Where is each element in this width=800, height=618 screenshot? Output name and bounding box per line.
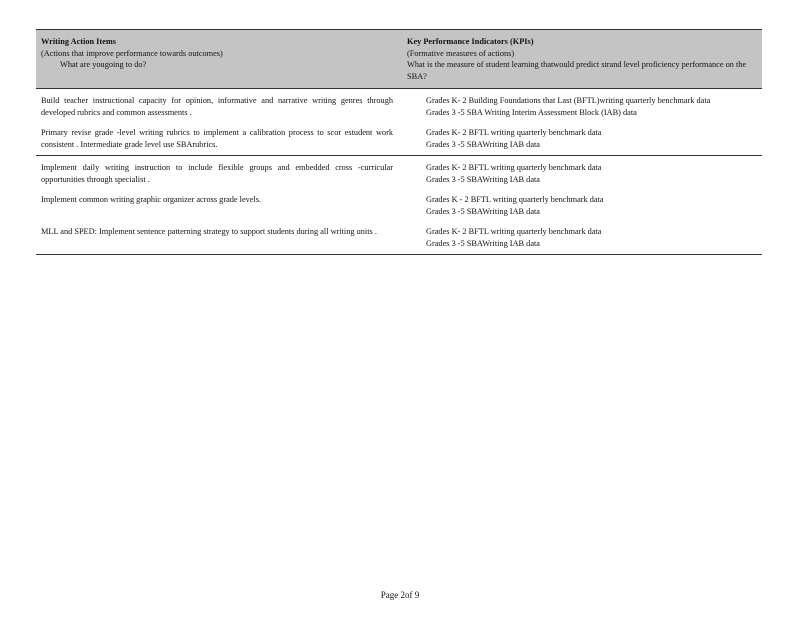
kpi-item <box>407 95 752 107</box>
table-body <box>36 89 762 255</box>
header-actions <box>41 36 396 71</box>
kpi-text: Grades 3 -5 SBA Writing Interim Assessment Block (IAB) data <box>426 107 637 117</box>
kpi-text: Grades 3 -5 SBAWriting IAB data <box>426 139 540 149</box>
kpi-item <box>407 107 752 119</box>
kpi-item <box>407 226 752 238</box>
table-row <box>36 226 762 250</box>
kpi-item <box>407 139 752 151</box>
table-row <box>36 95 762 119</box>
header-actions-title: Writing Action Items <box>41 37 116 46</box>
table-row <box>36 162 762 186</box>
kpi-text: Grades 3 -5 SBAWriting IAB data <box>426 174 540 184</box>
row-group <box>36 89 762 156</box>
row-group <box>36 156 762 255</box>
kpi-item <box>407 162 752 174</box>
action-kpi-table <box>36 29 762 255</box>
header-kpis-title: Key Performance Indicators (KPIs) <box>407 37 534 46</box>
header-actions-question-line <box>41 59 396 71</box>
table-header <box>36 30 762 89</box>
kpi-list <box>407 127 752 150</box>
kpi-text: Grades 3 -5 SBAWriting IAB data <box>426 206 540 216</box>
action-item: MLL and SPED: Implement sentence patterning strategy to support students during all writing units . <box>41 227 377 236</box>
table-row <box>36 127 762 151</box>
page-number: Page 2of 9 <box>380 590 420 600</box>
kpi-list <box>407 162 752 185</box>
kpi-text: Grades K - 2 BFTL writing quarterly benchmark data <box>426 195 604 204</box>
kpi-list <box>407 95 752 118</box>
header-kpis-subtitle: (Formative measures of actions) <box>407 48 515 58</box>
kpi-list <box>407 226 752 249</box>
kpi-text: Grades K- 2 BFTL writing quarterly benchmark data <box>426 128 602 137</box>
kpi-item <box>407 206 752 218</box>
action-item: Implement daily writing instruction to include flexible groups and embedded cross -curricular opportunities through specialist . <box>41 163 393 184</box>
header-kpis-question: What is the measure of student learning thatwould predict strand level proficiency performance on the SBA? <box>407 60 747 81</box>
header-kpis <box>407 36 752 82</box>
kpi-item <box>407 127 752 139</box>
kpi-item <box>407 238 752 250</box>
table-row <box>36 194 762 218</box>
kpi-item <box>407 194 752 206</box>
header-actions-question: What are yougoing to do? <box>60 60 147 70</box>
kpi-list <box>407 194 752 217</box>
header-actions-subtitle: (Actions that improve performance towards outcomes) <box>41 48 223 58</box>
action-item: Implement common writing graphic organizer across grade levels. <box>41 195 262 204</box>
kpi-text: Grades K- 2 BFTL writing quarterly benchmark data <box>426 227 602 236</box>
kpi-item <box>407 174 752 186</box>
kpi-text: Grades K- 2 BFTL writing quarterly benchmark data <box>426 163 602 172</box>
action-item: Primary revise grade -level writing rubrics to implement a calibration process to scor estudent work consistent . Intermediate grade level use SBArubrics. <box>41 128 393 149</box>
action-item: Build teacher instructional capacity for opinion, informative and narrative writing genres through developed rubrics and common assessments . <box>41 96 393 117</box>
kpi-text: Grades K- 2 Building Foundations that Last (BFTL)writing quarterly benchmark data <box>426 96 711 105</box>
kpi-text: Grades 3 -5 SBAWriting IAB data <box>426 238 540 248</box>
